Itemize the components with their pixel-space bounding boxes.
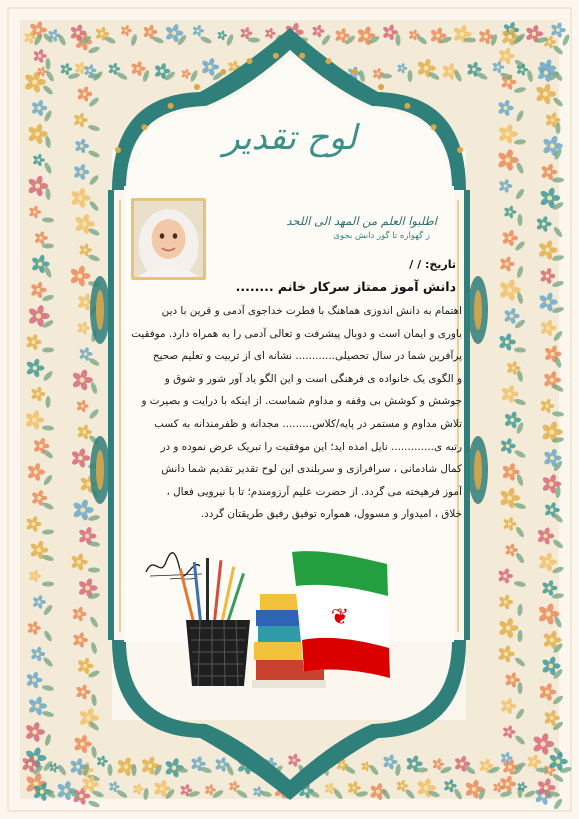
- body-line: خلاق ، امیدوار و مسوول، همواره توفیق رفیق طریقتان گردد.: [200, 508, 462, 521]
- certificate-title: لوح تقدیر: [223, 118, 357, 158]
- body-line: و الگوی یک خانواده ی فرهنگی است و این الگو یاد آور شور و شوق و: [164, 372, 462, 385]
- body-line: آموز فرهیخته می گردد. از حضرت علیم آرزومندم؛ تا با نیرویی فعال ،: [166, 485, 462, 498]
- body-line: اهتمام به دانش اندوزی هماهنگ با فطرت خداجوی آدمی و قرین با دین: [161, 305, 462, 317]
- body-line: کمال شادمانی ، سرافرازی و سربلندی این لوح تقدیر تقدیم شما دانش: [161, 463, 462, 476]
- books-pencils-flag-illustration: [172, 548, 397, 698]
- body-line: پرآفرین شما در سال تحصیلی............ نشانه ای از تربیت و تعلیم صحیح: [152, 350, 462, 363]
- svg-text:❦: ❦: [330, 605, 350, 630]
- pencil-cup-icon: [179, 558, 250, 686]
- recipient-line: دانش آموز ممتاز سرکار خانم ........: [235, 279, 456, 294]
- date-field: تاریخ: / /: [409, 258, 456, 271]
- student-photo: [131, 198, 206, 280]
- hadith-translation: ز گهواره تا گور دانش بجوی: [333, 231, 430, 241]
- certificate-body: [120, 300, 462, 526]
- body-line: رتبه ی............. نایل امده اید؛ این موفقیت را تبریک عرض نموده و در: [160, 440, 462, 453]
- iran-flag-icon: [292, 551, 390, 678]
- body-line: باوری و ایمان است و دوبال پیشرفت و تعالی آدمی را به همراه دارد. موفقیت: [131, 327, 462, 340]
- body-line: جوشش و کوشش بی وقفه و مداوم شماست. از اینکه با درایت و بصیرت و: [141, 395, 462, 408]
- hadith-text: اطلبوا العلم من المهد الی اللحد: [286, 214, 437, 228]
- body-line: تلاش مداوم و مستمر در پایه/کلاس......... مجدانه و ظفرمندانه به کسب: [154, 417, 462, 430]
